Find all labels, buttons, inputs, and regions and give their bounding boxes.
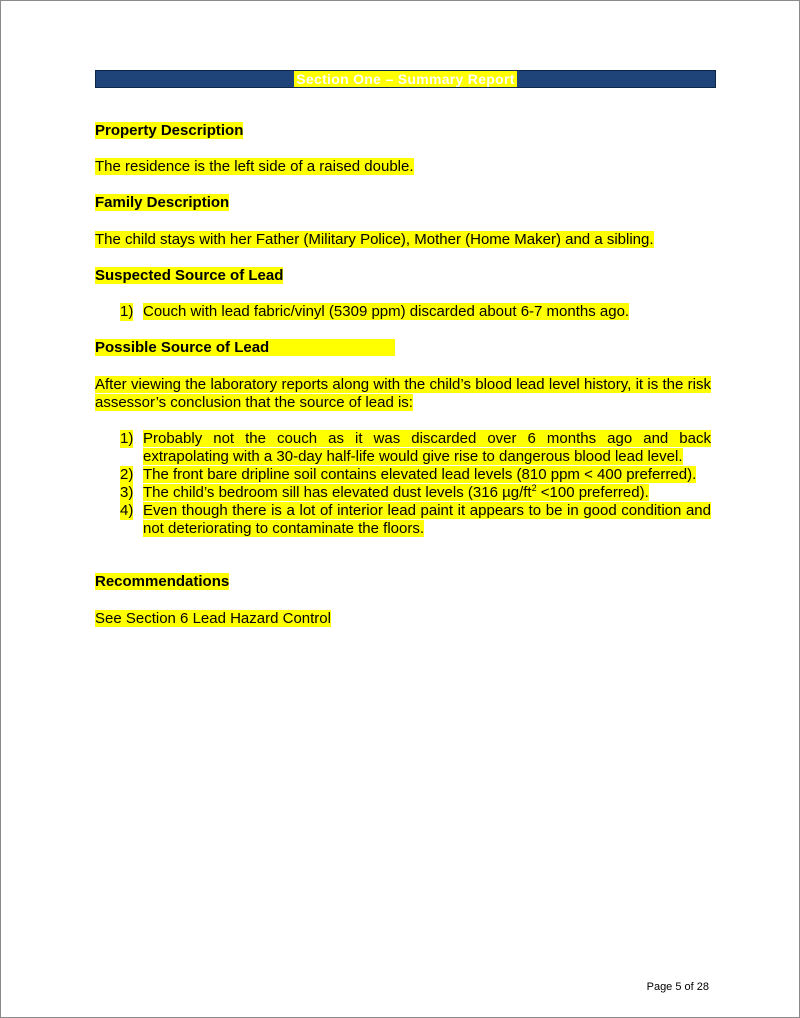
suspected-list <box>95 303 711 321</box>
family-heading: Family Description <box>95 194 230 211</box>
possible-intro: After viewing the laboratory reports along with the child’s blood lead level history, it is the risk assessor’s conclusion that the source of lead is: <box>95 376 711 411</box>
recommendations-heading: Recommendations <box>95 573 230 590</box>
property-heading: Property Description <box>95 122 244 139</box>
list-item: 1) Couch with lead fabric/vinyl (5309 ppm) discarded about 6-7 months ago. <box>120 303 630 320</box>
family-text: The child stays with her Father (Military Police), Mother (Home Maker) and a sibling. <box>95 231 654 248</box>
list-item: 2) The front bare dripline soil contains elevated lead levels (810 ppm < 400 preferred). <box>120 466 697 483</box>
section-banner <box>95 70 716 88</box>
section-title: Section One – Summary Report <box>296 71 515 87</box>
page-number: Page 5 of 28 <box>646 981 709 993</box>
property-text: The residence is the left side of a raised double. <box>95 158 414 175</box>
possible-heading: Possible Source of Lead <box>95 339 395 357</box>
recommendations-text: See Section 6 Lead Hazard Control <box>95 610 331 627</box>
list-item: 3) The child’s bedroom sill has elevated dust levels (316 $\mu g/ft^2 <100$ preferred). <box>120 483 649 501</box>
suspected-heading: Suspected Source of Lead <box>95 267 284 284</box>
list-item: 4) Even though there is a lot of interior lead paint it appears to be in good condition and not deteriorating to contaminate the floors. <box>120 502 711 537</box>
possible-list <box>95 430 711 538</box>
list-item: 1) Probably not the couch as it was discarded over 6 months ago and back extrapolating with a 30-day half-life would give rise to dangerous blood lead level. <box>120 430 711 465</box>
